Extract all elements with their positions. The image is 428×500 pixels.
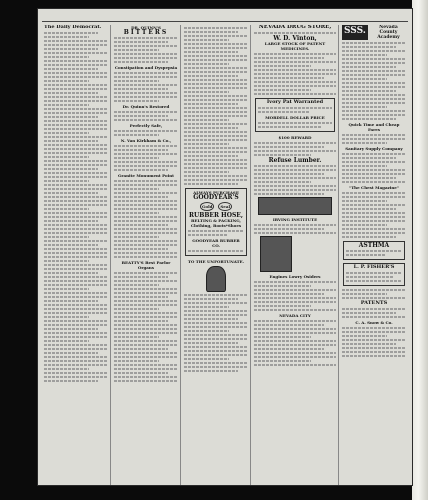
patents-heading: PATENTS: [360, 300, 388, 306]
masthead-title: The Daily Democrat.: [44, 25, 102, 30]
fisher-heading: L. P. FISHER'S: [353, 264, 395, 270]
ivory-ad: [255, 98, 335, 132]
irving-institute: IRVING INSTITUTE: [272, 217, 318, 222]
merchant-name: N. Van Kirkham & Co.,: [120, 138, 172, 143]
seal-badge: Seal: [220, 204, 230, 209]
drug-store-heading: NEVADA DRUG STORE,: [258, 25, 332, 30]
gold-badge: Gold: [202, 204, 213, 209]
bitters-heading: BITTERS: [123, 29, 169, 36]
column-rule: [110, 25, 111, 485]
goodyear-brand: GOODYEAR'S: [193, 194, 239, 201]
column-rule: [180, 25, 181, 485]
quinn-heading: DR. QUINN'S: [131, 25, 161, 30]
goodyear-ad: [185, 188, 247, 256]
nevada-city: NEVADA CITY: [279, 313, 311, 318]
reward-heading: $100 REWARD: [278, 135, 312, 140]
safe-heading: Perfectly Safe,: [129, 123, 163, 128]
goodyear-intro: ALWAYS PURCHASE: [193, 190, 239, 195]
portrait-image: [206, 266, 226, 292]
top-rule: [42, 21, 408, 22]
chest-magazine: "The Chest Magazine": [349, 185, 399, 190]
newspaper-page: [38, 9, 412, 485]
column-3: [184, 25, 248, 487]
fisher-ad: [343, 263, 405, 286]
engines-heading: Engines Lowry Osiders: [269, 274, 321, 279]
column-5: [342, 25, 406, 487]
restored-heading: Dr. Quinn's Restored: [122, 104, 170, 109]
asthma-ad: [343, 241, 405, 260]
vinton-name: W. D. Vinton,: [273, 35, 317, 42]
organs-ad: BEATTY'S Best Parlor Organs: [121, 260, 171, 270]
academy-heading: Nevada County Academy: [377, 25, 400, 40]
goodyear-company: GOODYEAR RUBBER CO.: [192, 238, 240, 248]
ivory-heading: Ivory Pat Warranted: [266, 99, 324, 105]
quick-time: Quick Time and Cheap Fares: [348, 122, 400, 132]
constipation-heading: Constipation and Dyspepsia: [114, 65, 178, 70]
mordell-heading: MORDELL DOLLAR PRICE: [265, 115, 325, 120]
snow-company: C. A. Snow & Co.: [355, 320, 393, 325]
column-rule: [338, 25, 339, 485]
rubber-hose: RUBBER HOSE,: [189, 212, 243, 219]
train-engraving: [258, 197, 332, 215]
clothing-boots: Clothing, Boots*Shoes: [190, 223, 242, 228]
asthma-heading: ASTHMA: [358, 242, 390, 249]
column-1: [44, 25, 108, 487]
patent-medicines: LARGE STOCK OF PATENT MEDICINES.: [264, 41, 326, 51]
machine-engraving: [260, 236, 292, 272]
sanitary-company: Sanitary Supply Company: [345, 146, 403, 151]
book-spine: [412, 0, 428, 500]
column-2: [114, 25, 178, 487]
unfortunate-heading: TO THE UNFORTUNATE.: [187, 259, 245, 264]
column-4: [254, 25, 336, 487]
refuse-lumber: Refuse Lumber.: [268, 157, 322, 164]
monument-ad: Granite Monument Point: [117, 173, 174, 178]
sss-logo: SSS.: [342, 25, 368, 40]
column-rule: [250, 25, 251, 485]
belting-packing: BELTING & PACKING,: [191, 218, 241, 223]
